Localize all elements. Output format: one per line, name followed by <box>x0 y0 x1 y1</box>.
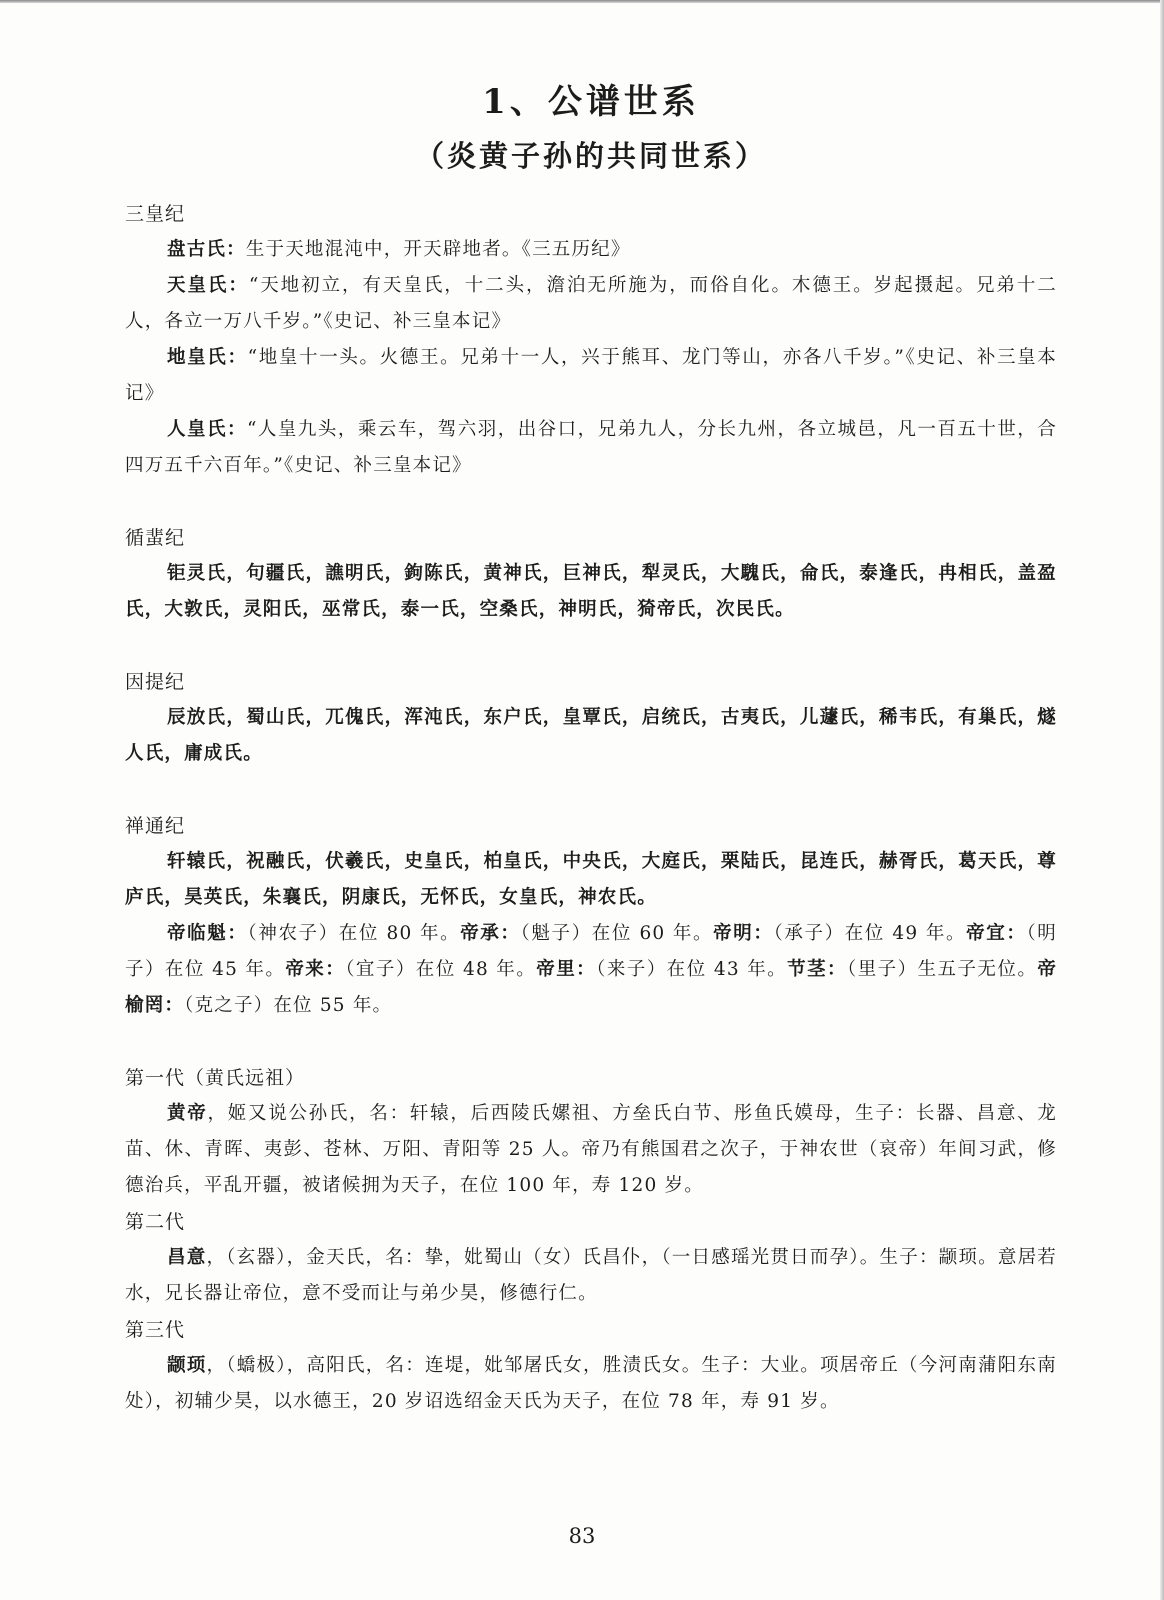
emperor-name: 帝榆罔： <box>125 959 1058 1016</box>
section-generation-1 <box>125 1060 1057 1204</box>
clan-list: 钜灵氏，句疆氏，譙明氏，鉤陈氏，黄神氏，巨神氏，犁灵氏，大騩氏，侖氏，泰逢氏，冉相氏，盖盈氏，大敦氏，灵阳氏，巫常氏，泰一氏，空桑氏，神明氏，猗帝氏，次民氏。 <box>125 563 1057 620</box>
scan-top-edge <box>0 0 1164 3</box>
ancestor-name: 黄帝 <box>167 1103 208 1124</box>
ancestor-name: 颛顼 <box>167 1355 207 1376</box>
section-yinti <box>125 664 1057 772</box>
emperor-text: （宜子）在位 48 年。 <box>345 959 537 980</box>
generation-entry <box>125 1348 1057 1420</box>
clan-list: 辰放氏，蜀山氏，兀傀氏，浑沌氏，东户氏，皇覃氏，启统氏，古夷氏，儿蘧氏，稀韦氏，有巢氏，燧人氏，庸成氏。 <box>125 707 1057 764</box>
entry-text: “人皇九头，乘云车，驾六羽，出谷口，兄弟九人，分长九州，各立城邑，凡一百五十世，合四万五千六百年。”《史记、补三皇本记》 <box>125 419 1057 476</box>
entry-name: 天皇氏： <box>167 275 249 296</box>
entry-renhuang <box>125 412 1057 484</box>
emperor-text: （克之子）在位 55 年。 <box>184 995 393 1016</box>
section-heading: 第三代 <box>125 1319 186 1341</box>
emperor-name: 节茎： <box>787 959 847 980</box>
section-heading: 循蜚纪 <box>125 527 186 549</box>
page-title: 1、公谱世系 <box>482 82 700 122</box>
emperor-name: 帝里： <box>536 959 597 980</box>
generation-entry <box>125 1096 1057 1204</box>
emperor-name: 帝明： <box>713 923 774 944</box>
emperor-name: 帝承： <box>460 923 521 944</box>
entry-tianhuang <box>125 268 1057 340</box>
section-generation-2 <box>125 1204 1057 1312</box>
ancestor-text: ，（蟜极），高阳氏，名：连堤，妣邹屠氏女，胜渍氏女。生子：大业。项居帝丘（今河南蒲阳东南处），初辅少昊，以水德王，20 岁诏选绍金天氏为天子，在位 78 年，寿 91 岁。 <box>125 1355 1057 1412</box>
section-xunfei <box>125 520 1057 628</box>
section-heading: 禅通纪 <box>125 815 186 837</box>
emperor-name: 帝宜： <box>966 923 1027 944</box>
emperor-text: （神农子）在位 80 年。 <box>247 923 461 944</box>
emperor-text: （来子）在位 43 年。 <box>596 959 788 980</box>
ancestor-text: ，姬又说公孙氏，名：轩辕，后西陵氏嫘祖、方垒氏白节、彤鱼氏嫫母，生子：长器、昌意、龙苗、休、青晖、夷彭、苍林、万阳、青阳等 25 人。帝乃有熊国君之次子，于神农世（哀帝）年间习武，修德治兵，平乱开疆，被诸候拥为天子，在位 100 年，寿 120 岁。 <box>125 1103 1057 1196</box>
entry-text: 生于天地混沌中，开天辟地者。《三五历纪》 <box>245 239 631 260</box>
section-shantong <box>125 808 1057 1024</box>
entry-name: 人皇氏： <box>167 419 247 440</box>
emperor-list <box>125 916 1057 1024</box>
entry-text: “地皇十一头。火德王。兄弟十一人，兴于熊耳、龙门等山，亦各八千岁。”《史记、补三皇本记》 <box>125 347 1057 404</box>
section-heading: 第一代（黄氏远祖） <box>125 1067 306 1089</box>
section-heading: 三皇纪 <box>125 203 186 225</box>
document-page <box>125 72 1057 1420</box>
entry-name: 地皇氏： <box>167 347 248 368</box>
section-sanhuang <box>125 196 1057 484</box>
entry-dihuang <box>125 340 1057 412</box>
entry-text: “天地初立，有天皇氏，十二头，澹泊无所施为，而俗自化。木德王。岁起摄起。兄弟十二人，各立一万八千岁。”《史记、补三皇本记》 <box>125 275 1057 332</box>
emperor-text: （里子）生五子无位。 <box>847 959 1038 980</box>
page-subtitle: （炎黄子孙的共同世系） <box>414 139 767 173</box>
emperor-name: 帝来： <box>285 959 346 980</box>
emperor-name: 帝临魁： <box>167 923 248 944</box>
emperor-text: （魁子）在位 60 年。 <box>520 923 714 944</box>
section-generation-3 <box>125 1312 1057 1420</box>
emperor-text: （承子）在位 49 年。 <box>773 923 967 944</box>
section-heading: 因提纪 <box>125 671 186 693</box>
generation-entry <box>125 1240 1057 1312</box>
entry-pangu <box>125 232 1057 268</box>
entry-name: 盘古氏： <box>167 239 246 260</box>
ancestor-text: ，（玄器），金天氏，名：挚，妣蜀山（女）氏昌仆，（一日感瑶光贯日而孕）。生子：颛顼。意居若水，兄长器让帝位，意不受而让与弟少昊，修德行仁。 <box>125 1247 1057 1304</box>
section-heading: 第二代 <box>125 1211 186 1233</box>
page-number: 83 <box>568 1524 596 1548</box>
scan-right-edge <box>1160 0 1164 1600</box>
ancestor-name: 昌意 <box>167 1247 207 1268</box>
emperor-text: （明子）在位 45 年。 <box>125 923 1058 980</box>
clan-list: 轩辕氏，祝融氏，伏羲氏，史皇氏，柏皇氏，中央氏，大庭氏，栗陆氏，昆连氏，赫胥氏，葛天氏，尊庐氏，昊英氏，朱襄氏，阴康氏，无怀氏，女皇氏，神农氏。 <box>125 851 1057 908</box>
